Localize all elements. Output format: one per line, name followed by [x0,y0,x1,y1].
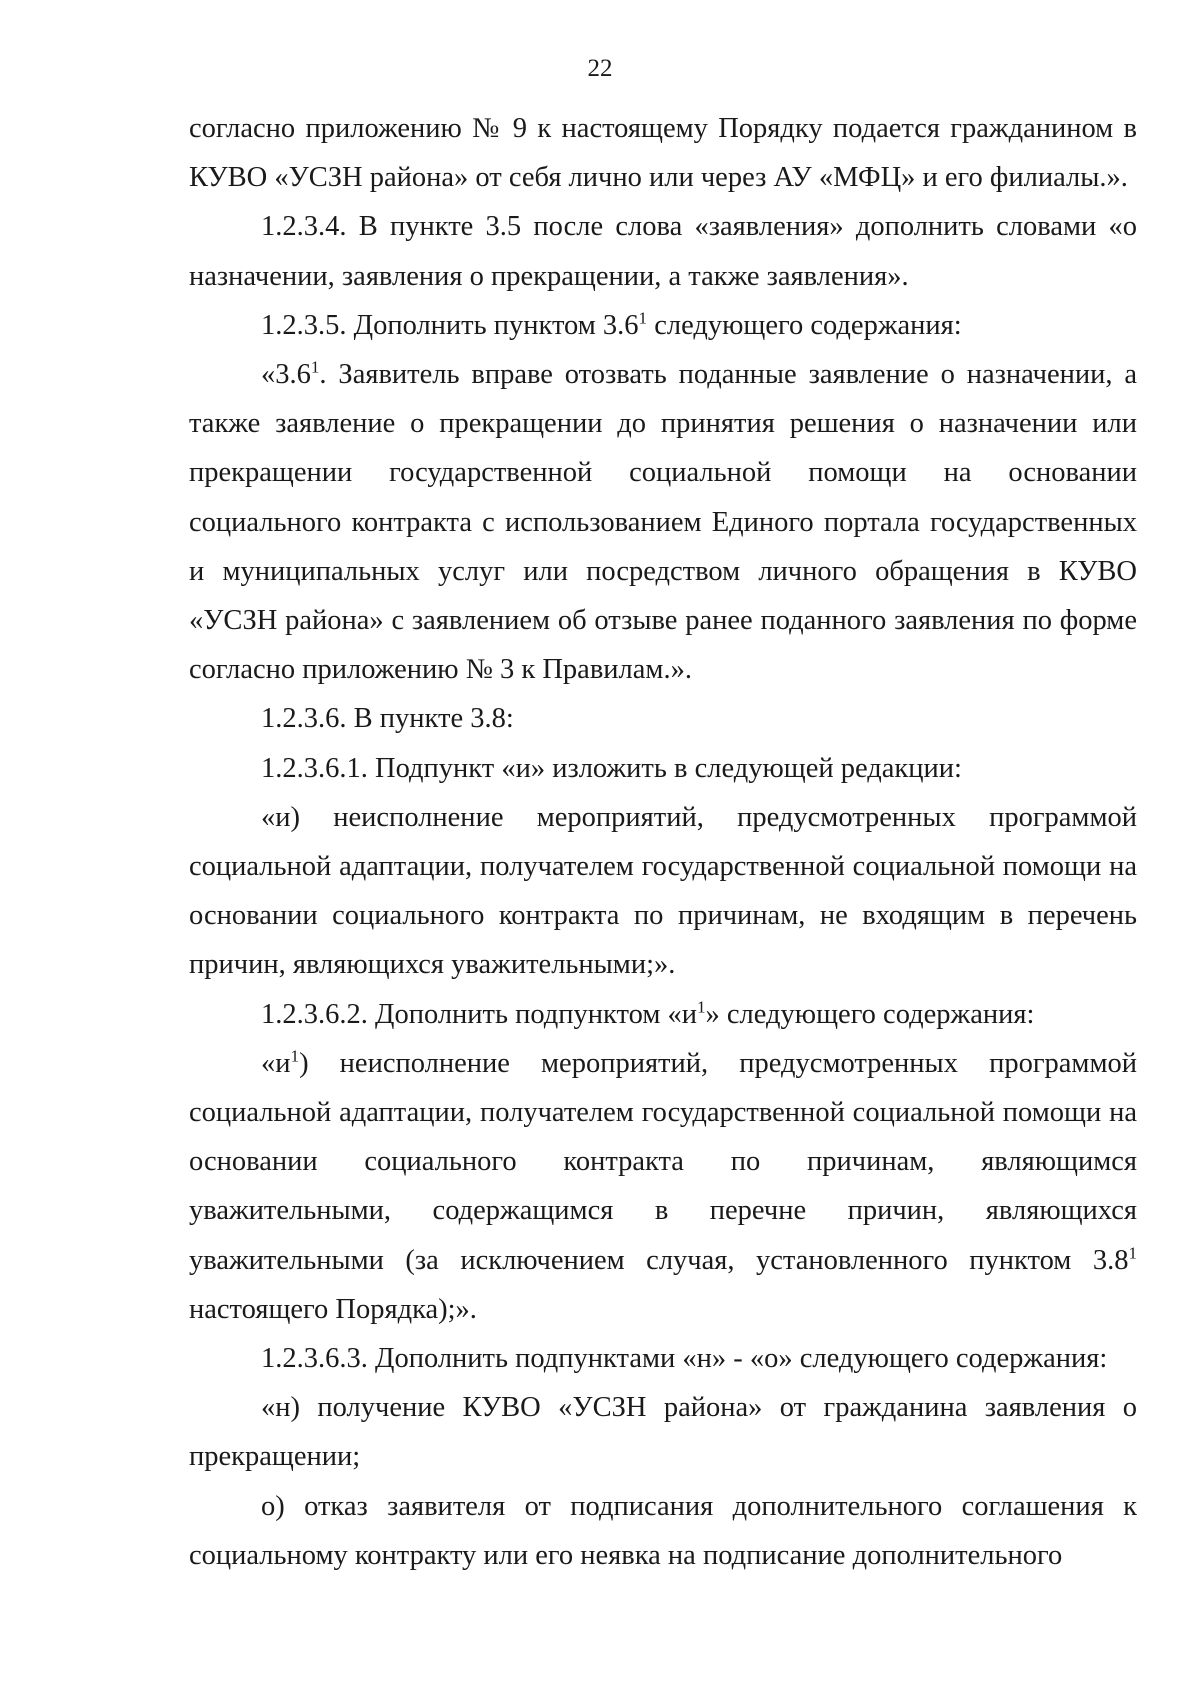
paragraph-text: » следующего содержания: [705,998,1035,1030]
superscript: 1 [696,997,706,1017]
paragraph-subitem-n: «н) получение КУВО «УСЗН района» от гражданина заявления о прекращении; [189,1392,1137,1473]
page-number: 22 [587,55,613,82]
paragraph-1-2-3-6-2 [189,990,1137,1039]
superscript: 1 [290,1046,300,1066]
paragraph-subitem-o: о) отказ заявителя от подписания дополнительного соглашения к социальному контракту или его неявка на подписание дополнительного [189,1490,1137,1571]
paragraph-1-2-3-4: 1.2.3.4. В пункте 3.5 после слова «заявления» дополнить словами «о назначении, заявления о прекращении, а также заявления». [189,211,1137,292]
superscript: 1 [310,357,320,377]
superscript: 1 [1128,1243,1137,1263]
paragraph-text: . Заявитель вправе отозвать поданные заявление о назначении, а также заявление о прекращении до принятия решения о назначении или прекращении государственной социальной помощи на основании социального контракта с использованием Единого портала государственных и муниципальных услуг или посредством личного обращения в КУВО «УСЗН района» с заявлением об отзыве ранее поданного заявления по форме согласно приложению № 3 к Правилам.». [189,359,1137,686]
paragraph-subitem-i1 [189,1039,1137,1334]
paragraph-continuation: согласно приложению № 9 к настоящему Порядку подается гражданином в КУВО «УСЗН района» от себя лично или через АУ «МФЦ» и его филиалы.». [189,113,1137,194]
document-body [189,104,1137,1580]
paragraph-subitem-i: «и) неисполнение мероприятий, предусмотренных программой социальной адаптации, получателем государственной социальной помощи на основании социального контракта по причинам, не входящим в перечень причин, являющихся уважительными;». [189,801,1137,981]
paragraph-text: настоящего Порядка);». [189,1293,477,1325]
paragraph-3-6-1 [189,350,1137,694]
paragraph-1-2-3-6-3: 1.2.3.6.3. Дополнить подпунктами «н» - «о» следующего содержания: [261,1343,1108,1375]
paragraph-1-2-3-5 [189,301,1137,350]
superscript: 1 [638,308,648,328]
paragraph-text: «и [261,1047,291,1079]
paragraph-text: ) неисполнение мероприятий, предусмотренных программой социальной адаптации, получателем государственной социальной помощи на основании социального контракта по причинам, являющимся уважительными, содержащимся в перечне причин, являющихся уважительными (за исключением случая, установленного пунктом 3.8 [189,1047,1137,1276]
paragraph-text: следующего содержания: [647,309,962,341]
paragraph-1-2-3-6: 1.2.3.6. В пункте 3.8: [261,703,514,735]
paragraph-text: «3.6 [261,359,311,391]
paragraph-1-2-3-6-1: 1.2.3.6.1. Подпункт «и» изложить в следующей редакции: [261,752,962,784]
paragraph-text: 1.2.3.6.2. Дополнить подпунктом «и [261,998,697,1030]
paragraph-text: 1.2.3.5. Дополнить пунктом 3.6 [261,309,639,341]
